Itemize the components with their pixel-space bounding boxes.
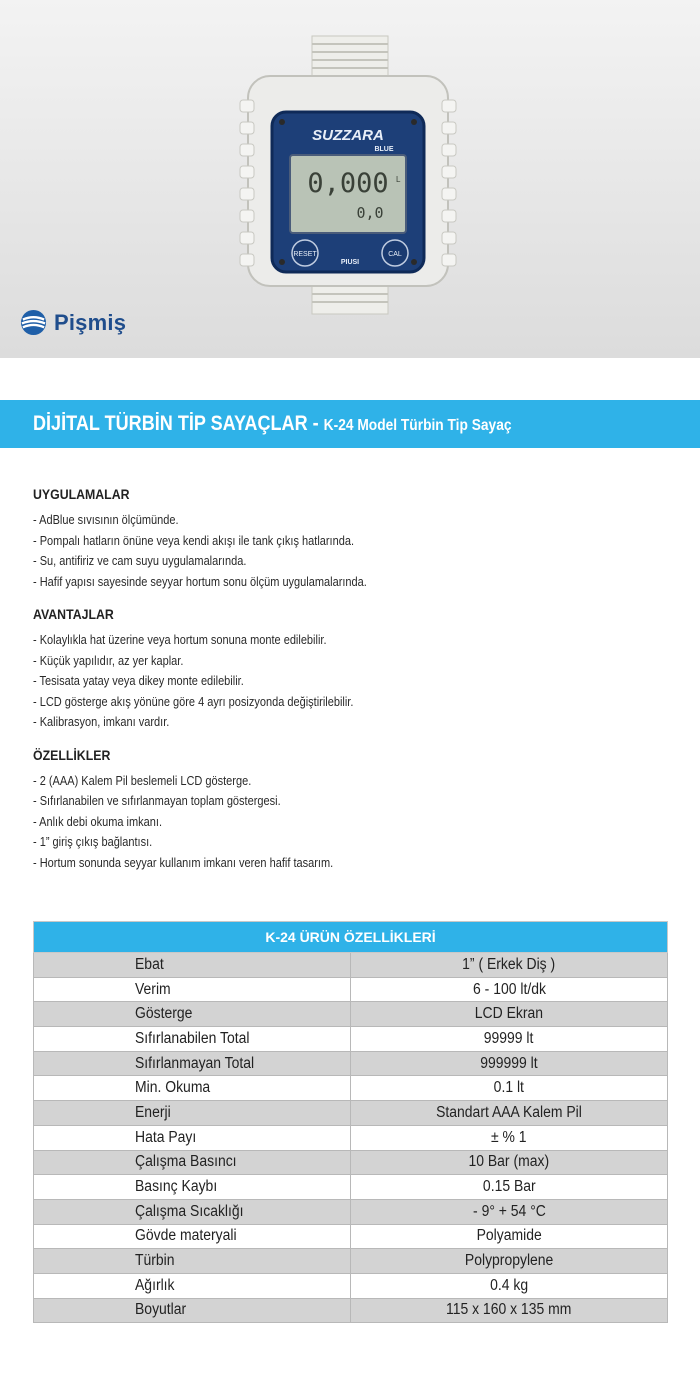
spec-label-cell <box>34 1002 351 1027</box>
table-row <box>34 1175 668 1200</box>
spec-value-cell <box>351 1224 668 1249</box>
spec-value: 999999 lt <box>480 1054 538 1072</box>
spec-value-cell <box>351 977 668 1002</box>
spec-label: Çalışma Basıncı <box>135 1153 237 1171</box>
spec-value: 1” ( Erkek Diş ) <box>462 955 556 973</box>
spec-value-cell <box>351 1273 668 1298</box>
brand-logo-icon <box>20 309 47 336</box>
table-row <box>34 1125 668 1150</box>
table-row <box>34 1027 668 1052</box>
table-row <box>34 1101 668 1126</box>
spec-value: - 9° + 54 °C <box>472 1202 546 1220</box>
spec-value: 10 Bar (max) <box>468 1153 550 1171</box>
spec-value: 0.1 lt <box>493 1079 525 1097</box>
spec-label-cell <box>34 1199 351 1224</box>
list-item: - Su, antifiriz ve cam suyu uygulamalarında. <box>33 551 596 572</box>
spec-label-cell <box>34 1101 351 1126</box>
spec-label: Gösterge <box>135 1005 193 1023</box>
table-row <box>34 977 668 1002</box>
list-item: - Hafif yapısı sayesinde seyyar hortum sonu ölçüm uygulamalarında. <box>33 572 596 593</box>
spec-label: Enerji <box>135 1103 171 1121</box>
section-title: AVANTAJLAR <box>33 606 114 622</box>
section-title: ÖZELLİKLER <box>33 746 111 763</box>
turbine-meter-image <box>0 0 700 358</box>
spec-label: Hata Payı <box>135 1128 197 1146</box>
section-features <box>33 747 673 874</box>
spec-label-cell <box>34 1175 351 1200</box>
spec-value-cell <box>351 1298 668 1323</box>
spec-value: LCD Ekran <box>474 1005 544 1023</box>
list-item: - Kolaylıkla hat üzerine veya hortum sonuna monte edilebilir. <box>33 630 596 651</box>
spec-value: ± % 1 <box>491 1128 527 1146</box>
brand-logo-block[interactable] <box>20 309 126 336</box>
list-item: - Anlık debi okuma imkanı. <box>33 812 596 833</box>
spec-value: 115 x 160 x 135 mm <box>446 1301 572 1319</box>
list-item: - Küçük yapılıdır, az yer kaplar. <box>33 651 596 672</box>
spec-label-cell <box>34 953 351 978</box>
device-model-label: BLUE <box>374 146 394 153</box>
spec-value-cell <box>351 1101 668 1126</box>
device-maker-label: SUZZARA <box>312 127 384 144</box>
banner-subtitle: K-24 Model Türbin Tip Sayaç <box>323 417 512 434</box>
spec-label: Gövde materyali <box>135 1227 237 1245</box>
list-item: - Hortum sonunda seyyar kullanım imkanı veren hafif tasarım. <box>33 853 596 874</box>
table-row <box>34 1224 668 1249</box>
list-item: - 1” giriş çıkış bağlantısı. <box>33 832 596 853</box>
spec-label: Sıfırlanabilen Total <box>135 1029 250 1047</box>
spec-table <box>33 921 668 1323</box>
spec-value-cell <box>351 1125 668 1150</box>
table-row <box>34 1002 668 1027</box>
spec-value: 6 - 100 lt/dk <box>472 980 546 998</box>
list-item: - Pompalı hatların önüne veya kendi akışı ile tank çıkış hatlarında. <box>33 531 596 552</box>
section-applications <box>33 486 673 592</box>
spec-value: Polyamide <box>476 1227 542 1245</box>
table-header: K-24 ÜRÜN ÖZELLİKLERİ <box>34 922 668 953</box>
brand-name: Pişmiş <box>54 309 127 335</box>
spec-label: Basınç Kaybı <box>135 1178 218 1196</box>
list-item: - Tesisata yatay veya dikey monte edilebilir. <box>33 671 596 692</box>
spec-value-cell <box>351 1199 668 1224</box>
spec-value: 99999 lt <box>484 1029 534 1047</box>
cal-label: CAL <box>388 251 402 258</box>
spec-label-cell <box>34 1125 351 1150</box>
spec-value-cell <box>351 1249 668 1274</box>
spec-value-cell <box>351 1002 668 1027</box>
spec-label: Verim <box>135 980 171 998</box>
spec-label: Min. Okuma <box>135 1079 211 1097</box>
spec-label-cell <box>34 1150 351 1175</box>
table-row <box>34 1298 668 1323</box>
spec-label-cell <box>34 977 351 1002</box>
spec-label-cell <box>34 1076 351 1101</box>
table-row <box>34 1199 668 1224</box>
hero-section <box>0 0 700 358</box>
spec-label-cell <box>34 1027 351 1052</box>
table-row <box>34 1249 668 1274</box>
section-list <box>33 510 673 592</box>
spec-label: Ebat <box>135 955 164 973</box>
spec-value-cell <box>351 953 668 978</box>
spec-label-cell <box>34 1051 351 1076</box>
spec-label: Sıfırlanmayan Total <box>135 1054 255 1072</box>
table-row <box>34 1051 668 1076</box>
list-item: - LCD gösterge akış yönüne göre 4 ayrı posizyonda değiştirilebilir. <box>33 692 596 713</box>
spec-value-cell <box>351 1175 668 1200</box>
section-list <box>33 630 673 733</box>
spec-label: Türbin <box>135 1252 175 1270</box>
spec-value: Polypropylene <box>464 1252 554 1270</box>
list-item: - AdBlue sıvısının ölçümünde. <box>33 510 596 531</box>
reset-label: RESET <box>293 251 317 258</box>
spec-value: 0.15 Bar <box>482 1178 536 1196</box>
device-footer-label: PIUSI <box>340 259 360 266</box>
table-header-row <box>34 922 668 953</box>
table-row <box>34 953 668 978</box>
title-banner <box>0 400 700 448</box>
spec-label: Çalışma Sıcaklığı <box>135 1202 244 1220</box>
table-body <box>34 953 668 1323</box>
spec-value-cell <box>351 1076 668 1101</box>
lcd-total: 0,000 <box>307 168 389 199</box>
spec-label-cell <box>34 1273 351 1298</box>
spec-value-cell <box>351 1027 668 1052</box>
spec-label: Boyutlar <box>135 1301 187 1319</box>
table-row <box>34 1150 668 1175</box>
lcd-unit: L <box>396 175 401 184</box>
spec-value: 0.4 kg <box>489 1276 528 1294</box>
lcd-rate: 0,0 <box>356 204 384 222</box>
spec-label-cell <box>34 1298 351 1323</box>
list-item: - Sıfırlanabilen ve sıfırlanmayan toplam göstergesi. <box>33 791 596 812</box>
list-item: - 2 (AAA) Kalem Pil beslemeli LCD gösterge. <box>33 771 596 792</box>
spec-label-cell <box>34 1224 351 1249</box>
section-advantages <box>33 606 673 733</box>
section-title: UYGULAMALAR <box>33 486 130 502</box>
section-list <box>33 771 673 874</box>
spec-label-cell <box>34 1249 351 1274</box>
spec-value-cell <box>351 1150 668 1175</box>
banner-title: DİJİTAL TÜRBİN TİP SAYAÇLAR - <box>33 412 324 435</box>
feature-sections <box>33 486 673 887</box>
spec-value-cell <box>351 1051 668 1076</box>
list-item: - Kalibrasyon, imkanı vardır. <box>33 712 596 733</box>
banner-text <box>33 412 512 436</box>
spec-label: Ağırlık <box>135 1276 175 1294</box>
spec-value: Standart AAA Kalem Pil <box>436 1103 582 1121</box>
table-row <box>34 1076 668 1101</box>
table-row <box>34 1273 668 1298</box>
